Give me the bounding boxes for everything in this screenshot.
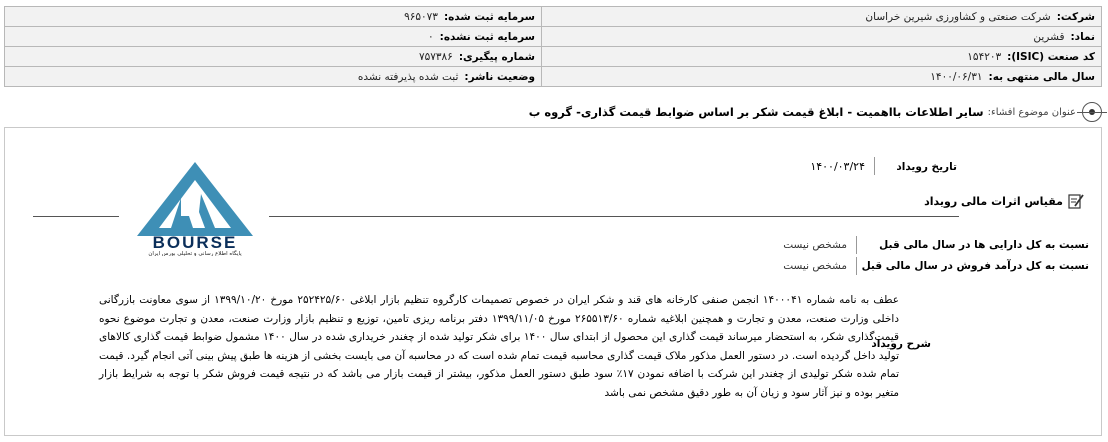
- target-icon: [1082, 102, 1102, 122]
- logo-tagline: پایگاه اطلاع رسانی و تحلیلی بورس ایران: [148, 251, 242, 256]
- divider: [33, 216, 119, 217]
- tracking-number-cell: [5, 47, 542, 67]
- divider: [856, 257, 857, 275]
- event-description-text: عطف به نامه شماره ۱۴۰۰۰۴۱ انجمن صنفی کارخانه های قند و شکر ایران در خصوص تصمیمات کارگروه تنظیم بازار ابلاغی ۲۵۲۴۲۵/۶۰ مورخ ۱۳۹۹/۱۰/۲۰ از سوی معاونت بازرگانی داخلی وزارت صنعت، معدن و تجارت و همچنین ابلاغیه شماره ۲۶۵۵۱۳/۶۰ مورخ ۱۳۹۹/۱۱/۰۵ دفتر برنامه ریزی تامین، توزیع و تنظیم بازار وزارت صنعت، معدن و تجارت موضوع نحوه قیمت‌گذاری شکر، به استحضار میرساند قیمت گذاری این محصول از ابتدای سال ۱۴۰۰ برای شکر تولید شده از چغندر خریداری شده در سال ۱۴۰۰ مشمول ضوابط قیمت گذاری کالاهای تولید داخل گردیده است. در دستور العمل مذکور ملاک قیمت گذاری محاسبه قیمت تمام شده است که در محاسبه آن می بایست بخشی از هزینه ها طبق پیش بینی آتی انجام گیرد. قیمت تمام شده شکر تولیدی از چغندر این شرکت با اضافه نمودن ۱۷٪ سود طبق دستور العمل مذکور، بیشتر از قیمت بازار می باشد که در نتیجه قیمت فروش شکر با توجه به شرایط بازار متغیر بوده و نیز آثار سود و زیان آن به طور دقیق مشخص نمی باشد: [99, 294, 899, 399]
- asset-ratio-value: مشخص نیست: [783, 239, 847, 251]
- symbol-cell: [542, 27, 1102, 47]
- registered-capital-value: ۹۶۵۰۷۳: [404, 10, 438, 23]
- event-panel: [4, 127, 1102, 436]
- revenue-ratio-value: مشخص نیست: [783, 260, 847, 272]
- publisher-status-label: وضعیت ناشر:: [464, 70, 535, 83]
- fiscal-year-label: سال مالی منتهی به:: [988, 70, 1095, 83]
- info-row: [5, 7, 1102, 27]
- fiscal-year-cell: [542, 67, 1102, 87]
- divider: [874, 157, 875, 175]
- isic-cell: [542, 47, 1102, 67]
- company-cell: [542, 7, 1102, 27]
- info-row: [5, 67, 1102, 87]
- info-row: [5, 47, 1102, 67]
- subject-line: [529, 101, 1102, 123]
- event-date-label: تاریخ رویداد: [896, 161, 957, 173]
- symbol-value: قشرین: [1033, 30, 1065, 43]
- event-description-label: شرح رویداد: [871, 338, 931, 350]
- revenue-ratio-label: نسبت به کل درآمد فروش در سال مالی قبل: [861, 260, 1089, 272]
- subject-title: سایر اطلاعات بااهمیت - ابلاغ قیمت شکر بر اساس ضوابط قیمت گذاری- گروه ب: [528, 105, 984, 119]
- unregistered-capital-cell: [5, 27, 542, 47]
- publisher-status-value: ثبت شده پذیرفته نشده: [357, 70, 459, 83]
- asset-ratio-label: نسبت به کل دارایی ها در سال مالی قبل: [879, 239, 1089, 251]
- unregistered-capital-value: ۰: [428, 30, 434, 43]
- company-value: شرکت صنعتی و کشاورزی شیرین خراسان: [865, 10, 1051, 23]
- tracking-number-label: شماره پیگیری:: [458, 50, 535, 63]
- registered-capital-cell: [5, 7, 542, 27]
- financial-impact-heading: [924, 192, 1085, 210]
- symbol-label: نماد:: [1070, 30, 1095, 43]
- subject-label: عنوان موضوع افشاء:: [987, 106, 1076, 118]
- event-date-value: ۱۴۰۰/۰۳/۲۴: [810, 160, 865, 173]
- logo-wordmark: BOURSE: [152, 233, 238, 252]
- publisher-status-cell: [5, 67, 542, 87]
- divider: [856, 236, 857, 254]
- fiscal-year-value: ۱۴۰۰/۰۶/۳۱: [930, 70, 983, 83]
- disclosure-info-table: [4, 6, 1102, 87]
- edit-document-icon: [1067, 192, 1085, 210]
- bourse-logo: [115, 158, 275, 256]
- registered-capital-label: سرمایه ثبت شده:: [443, 10, 535, 23]
- financial-impact-label: مقیاس اثرات مالی رویداد: [924, 194, 1063, 208]
- company-label: شرکت:: [1056, 10, 1095, 23]
- divider: [269, 216, 959, 217]
- isic-label: کد صنعت (ISIC):: [1007, 50, 1095, 63]
- isic-value: ۱۵۴۲۰۳: [967, 50, 1002, 63]
- info-row: [5, 27, 1102, 47]
- tracking-number-value: ۷۵۷۳۸۶: [418, 50, 453, 63]
- unregistered-capital-label: سرمایه ثبت نشده:: [439, 30, 535, 43]
